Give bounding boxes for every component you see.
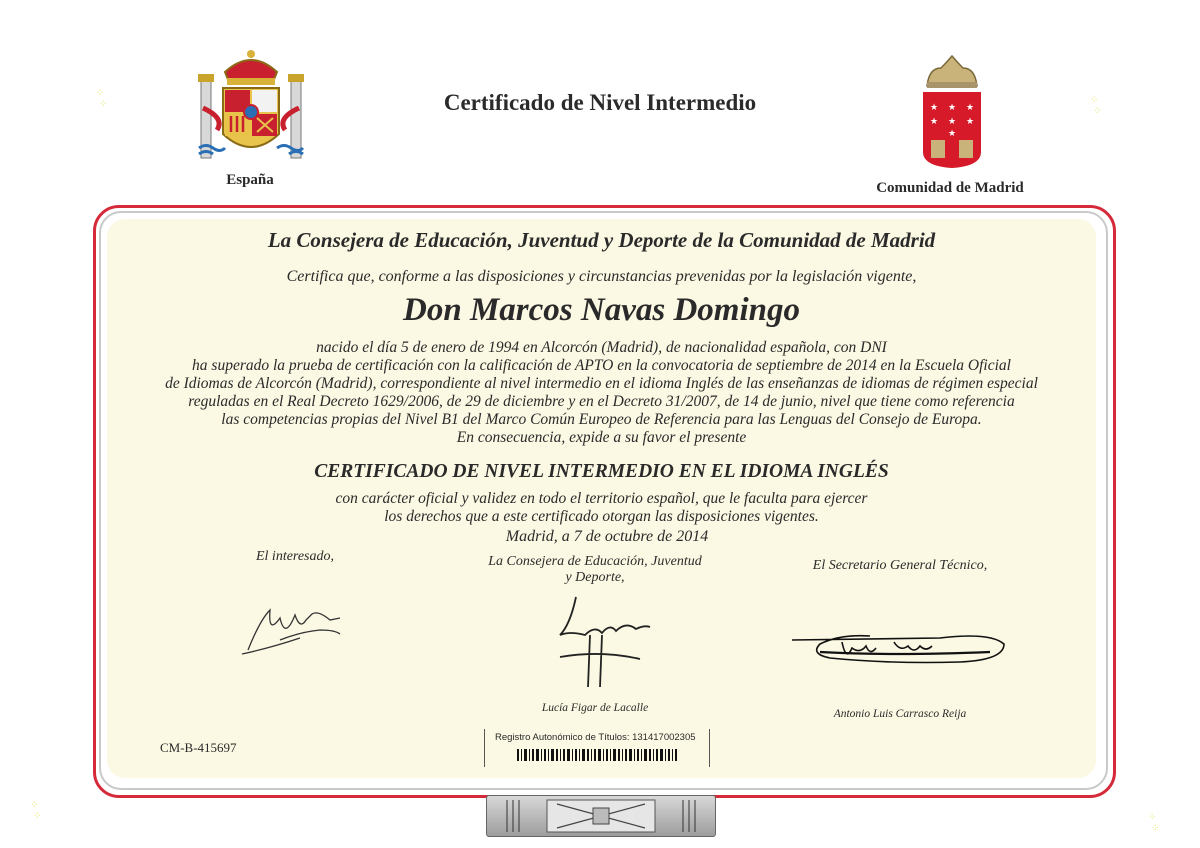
decor-dots: ⁘ ⁘: [30, 800, 42, 822]
secretario-signature: [790, 622, 1010, 670]
signature-label-consejera: [450, 554, 740, 586]
decor-dots: ⁘ ⁘: [1148, 812, 1160, 834]
recipient-name: Don Marcos Navas Domingo: [403, 292, 800, 328]
certificate-title: CERTIFICADO DE NIVEL INTERMEDIO EN EL IDIOMA INGLÉS: [314, 461, 889, 482]
svg-text:★: ★: [966, 117, 975, 127]
body-line: reguladas en el Real Decreto 1629/2006, de 29 de diciembre y en el Decreto 31/2007, de 14 de junio, nivel que tiene como referencia: [188, 393, 1015, 410]
svg-text:★: ★: [930, 117, 939, 127]
barcode: [517, 749, 677, 761]
left-caption: España: [226, 172, 274, 188]
decor-dots: ⁘ ⁘: [96, 88, 108, 110]
madrid-coat-of-arms-icon: [921, 52, 983, 170]
body-line: ha superado la prueba de certificación con la calificación de APTO en la convocatoria de septiembre de 2014 en la Escuela Oficial: [192, 357, 1011, 374]
svg-text:★: ★: [930, 103, 939, 113]
signature-label-holder: El interesado,: [255, 549, 335, 564]
body-text: [120, 339, 1083, 447]
svg-text:★: ★: [966, 103, 975, 113]
secretario-name: Antonio Luis Carrasco Reija: [833, 708, 967, 720]
signature-label-line: La Consejera de Educación, Juventud: [488, 554, 702, 569]
body-line: En consecuencia, expide a su favor el presente: [456, 429, 747, 446]
security-band: [486, 795, 716, 837]
signature-label-secretario: El Secretario General Técnico,: [812, 558, 988, 573]
svg-text:★: ★: [948, 129, 957, 139]
holder-signature: [240, 590, 350, 660]
issue-date: Madrid, a 7 de octubre de 2014: [505, 528, 709, 545]
header-title: Certificado de Nivel Intermedio: [443, 90, 757, 115]
issuer-line: La Consejera de Educación, Juventud y Deporte de la Comunidad de Madrid: [267, 228, 936, 252]
certificate-code: CM-B-415697: [160, 740, 237, 755]
right-caption: Comunidad de Madrid: [876, 180, 1024, 196]
validity-text: [107, 490, 1096, 526]
body-line: nacido el día 5 de enero de 1994 en Alcorcón (Madrid), de nacionalidad española, con DNI: [316, 339, 887, 356]
spain-coat-of-arms-icon: [195, 48, 307, 166]
svg-text:★: ★: [948, 117, 957, 127]
certifies-line: Certifica que, conforme a las disposiciones y circunstancias prevenidas por la legislación vigente,: [286, 268, 917, 285]
consejera-name: Lucía Figar de Lacalle: [541, 702, 649, 714]
decor-dots: ⁘ ⁘: [1090, 95, 1102, 117]
validity-line: con carácter oficial y validez en todo el territorio español, que le faculta para ejercer: [335, 490, 868, 507]
registro-label: Registro Autonómico de Títulos: 131417002305: [495, 732, 696, 743]
consejera-signature: [540, 595, 660, 690]
svg-text:★: ★: [948, 103, 957, 113]
registro-box: [484, 729, 710, 767]
body-line: las competencias propias del Nivel B1 del Marco Común Europeo de Referencia para las Lenguas del Consejo de Europa.: [221, 411, 982, 428]
signature-label-line: y Deporte,: [565, 570, 625, 585]
body-line: de Idiomas de Alcorcón (Madrid), correspondiente al nivel intermedio en el idioma Inglés de las enseñanzas de idiomas de régimen especial: [165, 375, 1038, 392]
validity-line: los derechos que a este certificado otorgan las disposiciones vigentes.: [384, 508, 819, 525]
